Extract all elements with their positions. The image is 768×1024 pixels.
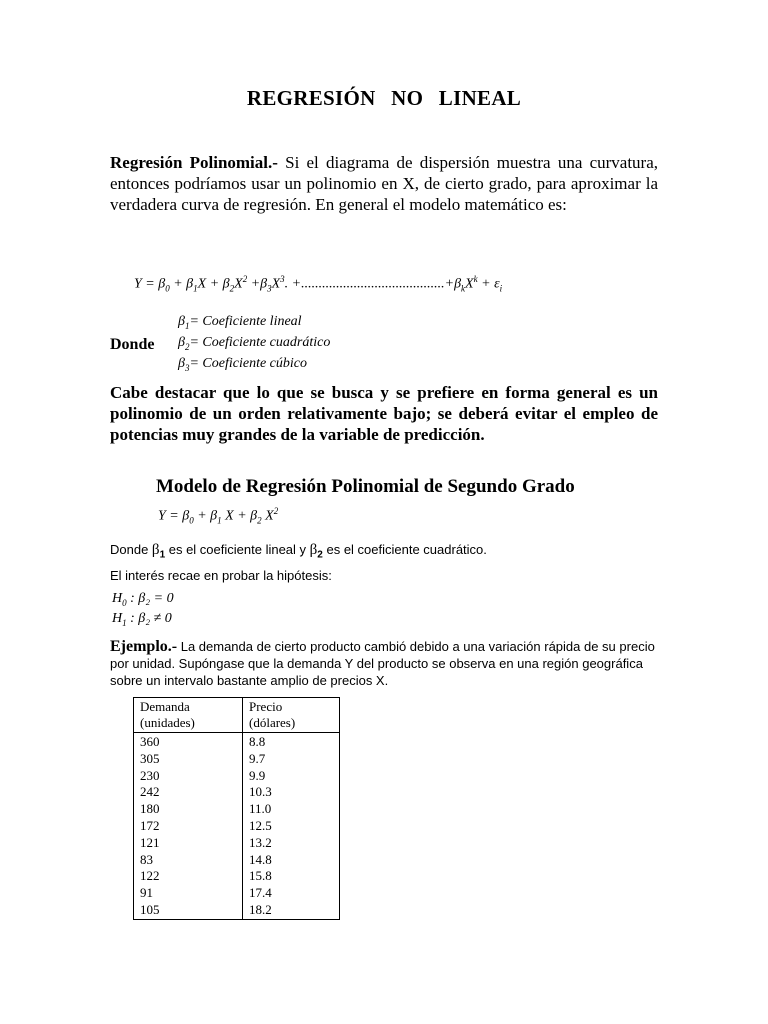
- equation-lhs: Y =: [134, 276, 159, 292]
- hypothesis-intro: El interés recae en probar la hipótesis:: [110, 568, 332, 583]
- table-header-row: [134, 698, 340, 733]
- example-text: La demanda de cierto producto cambió debido a una variación rápida de su precio por unidad. Supóngase que la demanda Y del producto se observa en una región geográfica sobre un intervalo bastante amplio de precios X.: [110, 639, 655, 688]
- header-demanda: Demanda (unidades): [134, 698, 243, 733]
- table-row: 122 15.8: [134, 868, 340, 885]
- example-paragraph: [110, 638, 658, 689]
- example-lead: Ejemplo.-: [110, 638, 178, 655]
- header-precio: Precio (dólares): [243, 698, 340, 733]
- table-row: 360 8.8: [134, 733, 340, 751]
- quadratic-equation: $Y = \beta_0 + \beta_1$ $X + \beta_2$ $X^2$: [158, 506, 279, 526]
- donde-line: Donde $\beta_1$ es el coeficiente lineal y $\beta_2$ es el coeficiente cuadrático.: [110, 542, 487, 561]
- hypothesis-h0: $H_0$ : β₂ = 0: [112, 591, 174, 608]
- section-heading: Modelo de Regresión Polinomial de Segundo Grado: [156, 476, 575, 497]
- donde-label: Donde: [110, 336, 155, 353]
- table-row: 305 9.7: [134, 751, 340, 768]
- note-text: Cabe destacar que lo que se busca y se prefiere en forma general es un polinomio de un orden relativamente bajo; se deberá evitar el empleo de potencias muy grandes de la variable de predicción.: [110, 383, 658, 444]
- table-row: 83 14.8: [134, 852, 340, 869]
- intro-lead: Regresión Polinomial.-: [110, 153, 278, 172]
- table-row: 180 11.0: [134, 801, 340, 818]
- polynomial-equation: $Y = \beta_0 + \beta_1X + \beta_2X^2 +\beta_3X^3$. $+.........................................+\beta_kX^k + \varepsilon_i$: [134, 274, 503, 294]
- table-row: 242 10.3: [134, 784, 340, 801]
- coef-cubico: $\beta_3=$ Coeficiente cúbico: [178, 356, 308, 373]
- table-row: 172 12.5: [134, 818, 340, 835]
- table-row: 91 17.4: [134, 885, 340, 902]
- table-row: 230 9.9: [134, 768, 340, 785]
- equation-dots: .........................................: [301, 276, 445, 292]
- data-table: [133, 697, 340, 920]
- equation-error: ε: [494, 276, 500, 292]
- intro-text: Si el diagrama de dispersión muestra una curvatura, entonces podríamos usar un polinomio en X, de cierto grado, para aproximar la verdadera curva de regresión. En general el modelo matemático es:: [110, 153, 658, 214]
- page-title: REGRESIÓN NO LINEAL: [246, 86, 522, 110]
- note-paragraph: [110, 382, 658, 445]
- table-row: 121 13.2: [134, 835, 340, 852]
- hypothesis-h1: $H_1$ : β₂ ≠ 0: [112, 611, 172, 628]
- intro-paragraph: [110, 152, 658, 215]
- coef-cuadratico: $\beta_2=$ Coeficiente cuadrático: [178, 335, 331, 352]
- table-row: 105 18.2: [134, 902, 340, 919]
- coef-lineal: $\beta_1=$ Coeficiente lineal: [178, 314, 302, 331]
